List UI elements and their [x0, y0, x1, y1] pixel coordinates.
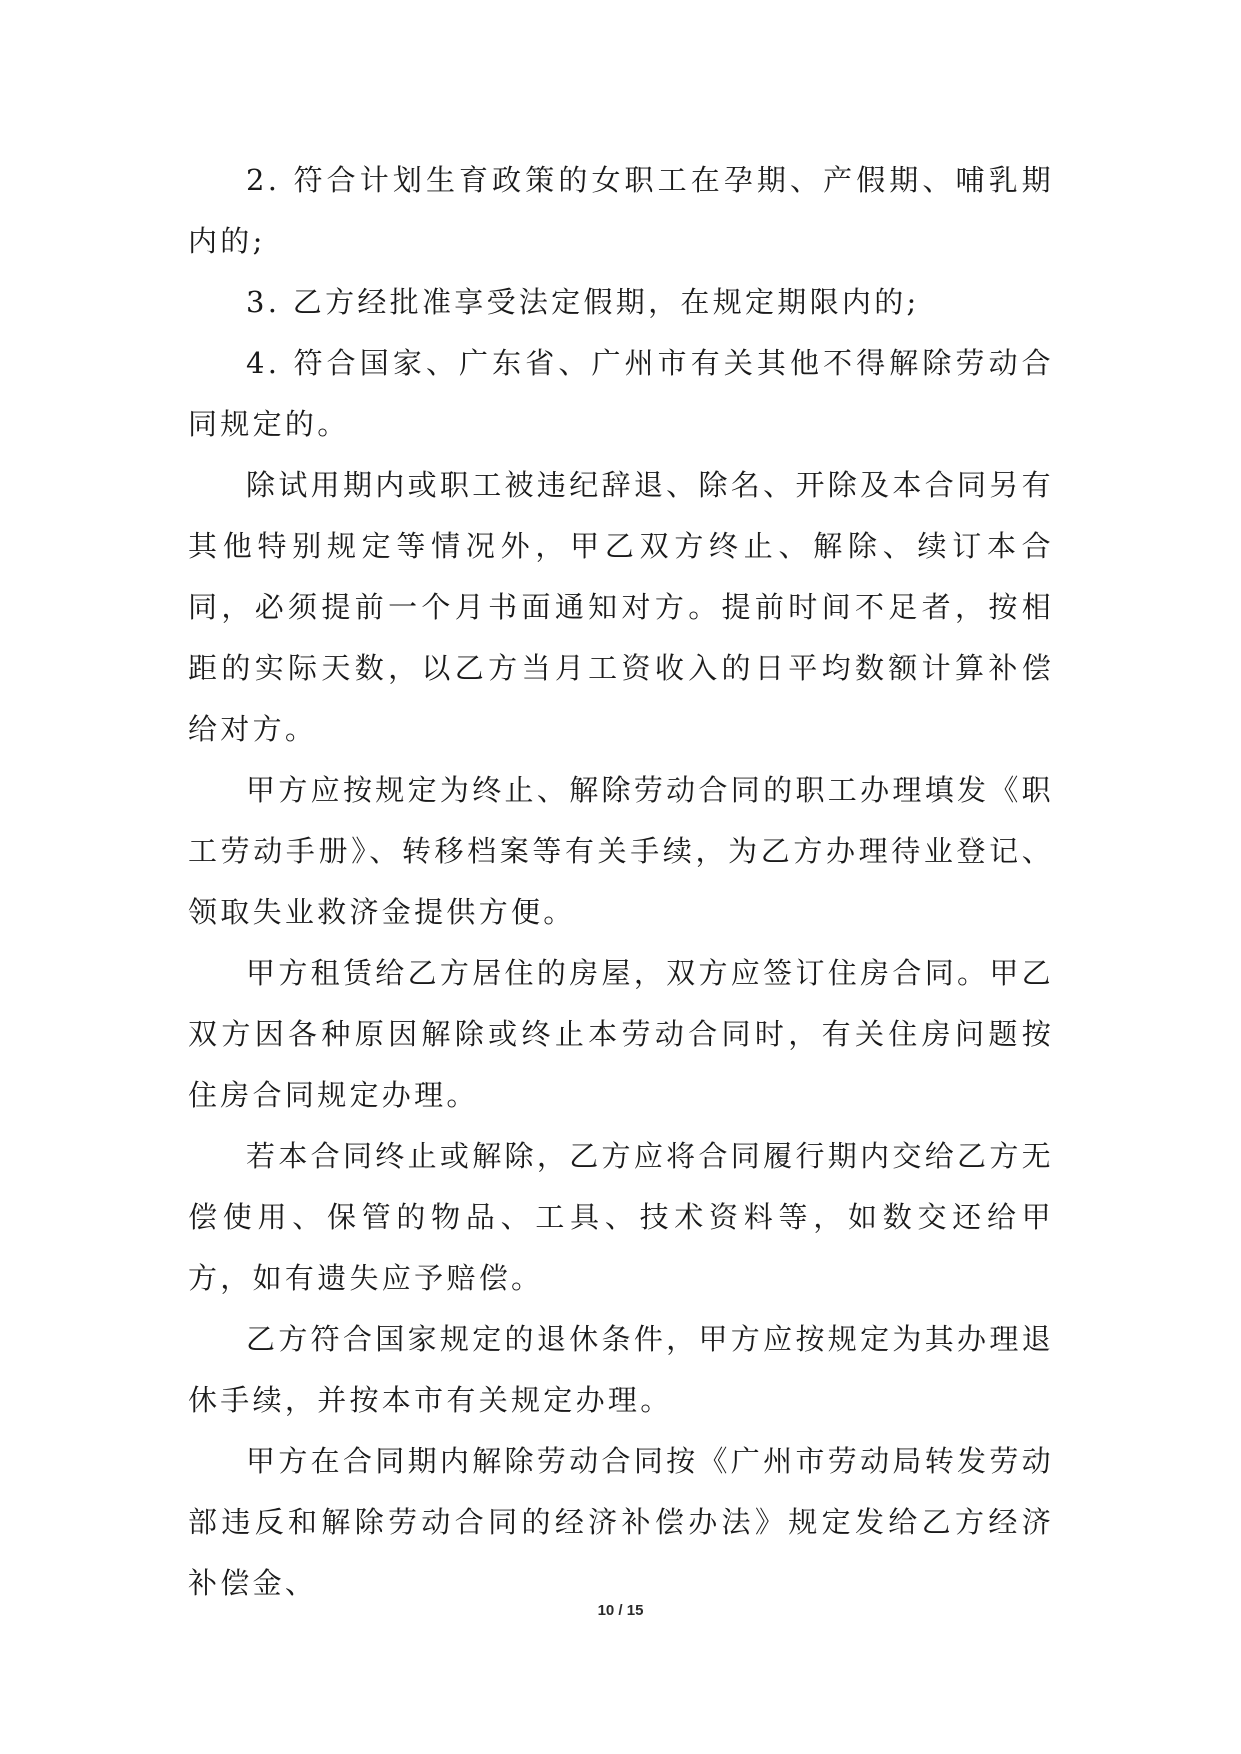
document-body	[188, 150, 1054, 1614]
paragraph-clause-4: 4. 符合国家、广东省、广州市有关其他不得解除劳动合同规定的。	[188, 346, 1054, 441]
paragraph-compensation: 甲方在合同期内解除劳动合同按《广州市劳动局转发劳动部违反和解除劳动合同的经济补偿办法》规定发给乙方经济补偿金、	[188, 1444, 1054, 1600]
page-number: 10 / 15	[597, 1602, 644, 1619]
paragraph-return-items: 若本合同终止或解除，乙方应将合同履行期内交给乙方无偿使用、保管的物品、工具、技术资料等，如数交还给甲方，如有遗失应予赔偿。	[188, 1139, 1054, 1295]
paragraph-retirement: 乙方符合国家规定的退休条件，甲方应按规定为其办理退休手续，并按本市有关规定办理。	[188, 1322, 1054, 1417]
paragraph-procedures: 甲方应按规定为终止、解除劳动合同的职工办理填发《职工劳动手册》、转移档案等有关手续，为乙方办理待业登记、领取失业救济金提供方便。	[188, 773, 1054, 929]
paragraph-notice-period: 除试用期内或职工被违纪辞退、除名、开除及本合同另有其他特别规定等情况外，甲乙双方终止、解除、续订本合同，必须提前一个月书面通知对方。提前时间不足者，按相距的实际天数，以乙方当月工资收入的日平均数额计算补偿给对方。	[188, 468, 1054, 746]
paragraph-housing: 甲方租赁给乙方居住的房屋，双方应签订住房合同。甲乙双方因各种原因解除或终止本劳动合同时，有关住房问题按住房合同规定办理。	[188, 956, 1054, 1112]
paragraph-clause-2: 2. 符合计划生育政策的女职工在孕期、产假期、哺乳期内的;	[188, 163, 1054, 258]
paragraph-clause-3: 3. 乙方经批准享受法定假期，在规定期限内的;	[246, 285, 920, 319]
